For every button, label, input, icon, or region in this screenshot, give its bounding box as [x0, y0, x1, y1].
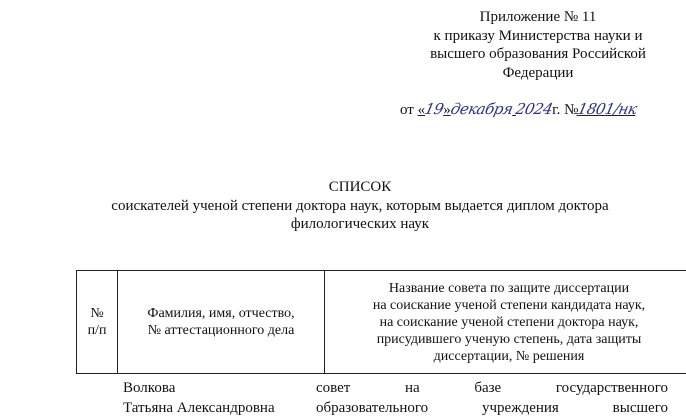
- header-council-line4: присудившего ученую степень, дата защиты: [329, 331, 686, 348]
- appendix-header: [398, 8, 678, 82]
- order-month: декабря: [449, 100, 514, 118]
- header-number-pp: п/п: [81, 322, 113, 339]
- row-council-line2: образовательного учреждения высшего: [316, 398, 668, 418]
- table-row-name: [123, 378, 313, 418]
- row-given-names: Татьяна Александровна: [123, 398, 313, 418]
- order-year: 2024: [514, 100, 554, 118]
- header-council-line1: Название совета по защите диссертации: [329, 280, 686, 297]
- appendix-federation: Федерации: [398, 64, 678, 83]
- order-from-label: от: [400, 102, 414, 118]
- row-surname: Волкова: [123, 378, 313, 398]
- header-council-line3: на соискание ученой степени доктора наук,: [329, 314, 686, 331]
- row-council-line1: совет на базе государственного: [316, 378, 668, 398]
- header-council-line5: диссертации, № решения: [329, 348, 686, 365]
- close-quote: »: [443, 102, 451, 118]
- title-subtitle-line1: соискателей ученой степени доктора наук, которым выдается диплом доктора: [40, 197, 680, 216]
- order-number-label: №: [564, 102, 578, 118]
- order-year-suffix: г.: [552, 102, 560, 118]
- order-day: 19: [423, 100, 445, 118]
- title-subtitle-line2: филологических наук: [40, 215, 680, 234]
- header-name-line2: № аттестационного дела: [122, 322, 320, 339]
- order-date-underline: [418, 102, 553, 118]
- header-council-cell: [325, 271, 686, 374]
- appendix-ministry: высшего образования Российской: [398, 45, 678, 64]
- appendix-number: Приложение № 11: [398, 8, 678, 27]
- open-quote: «: [418, 102, 426, 118]
- header-name-line1: Фамилия, имя, отчество,: [122, 305, 320, 322]
- appendix-order-ref: к приказу Министерства науки и: [398, 27, 678, 46]
- order-number: 1801/нк: [576, 100, 638, 118]
- table-header-row: [77, 271, 686, 374]
- header-number-cell: [77, 271, 118, 374]
- table-row-council: [316, 378, 668, 418]
- header-name-cell: [118, 271, 325, 374]
- title-heading: СПИСОК: [40, 178, 680, 197]
- candidates-table: [76, 270, 686, 374]
- order-date-line: [400, 100, 680, 119]
- header-number-sign: №: [81, 305, 113, 322]
- document-title: [40, 178, 680, 234]
- header-council-line2: на соискание ученой степени кандидата наук,: [329, 297, 686, 314]
